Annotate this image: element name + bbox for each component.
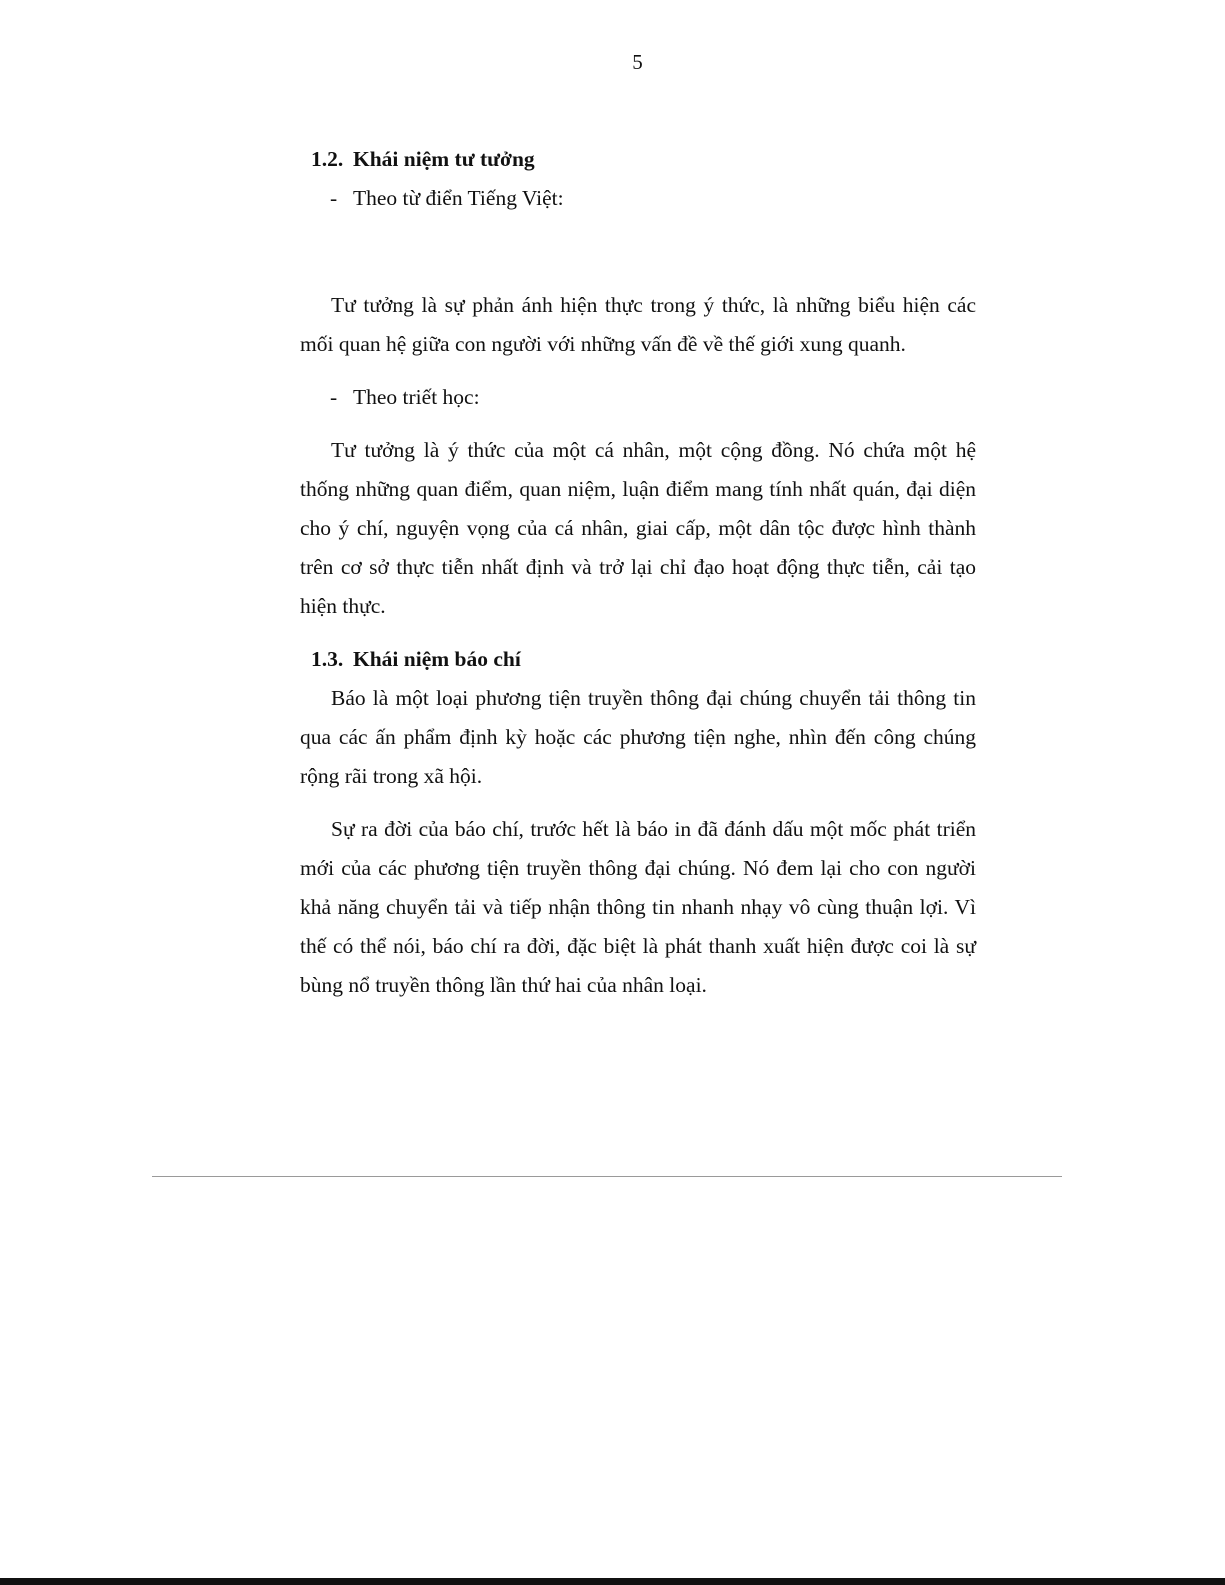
paragraph-philosophy-definition: Tư tưởng là ý thức của một cá nhân, một cộng đồng. Nó chứa một hệ thống những quan điểm, quan niệm, luận điểm mang tính nhất quán, đại diện cho ý chí, nguyện vọng của cá nhân, giai cấp, một dân tộc được hình thành trên cơ sở thực tiễn nhất định và trở lại chỉ đạo hoạt động thực tiễn, cải tạo hiện thực. (300, 438, 976, 618)
section-heading-1-2 (311, 140, 976, 179)
bullet-item-philosophy (330, 378, 976, 417)
bottom-edge-rule (0, 1578, 1225, 1585)
bullet-marker: - (330, 186, 338, 210)
section-heading-1-3 (311, 640, 976, 679)
bullet-text: Theo triết học: (353, 385, 480, 409)
section-title: Khái niệm tư tưởng (353, 147, 535, 171)
section-title: Khái niệm báo chí (353, 647, 521, 671)
bullet-item-dictionary (330, 179, 976, 218)
paragraph-press-history: Sự ra đời của báo chí, trước hết là báo in đã đánh dấu một mốc phát triển mới của các phương tiện truyền thông đại chúng. Nó đem lại cho con người khả năng chuyển tải và tiếp nhận thông tin nhanh nhạy vô cùng thuận lợi. Vì thế có thể nói, báo chí ra đời, đặc biệt là phát thanh xuất hiện được coi là sự bùng nổ truyền thông lần thứ hai của nhân loại. (300, 817, 976, 997)
paragraph-dictionary-definition: Tư tưởng là sự phản ánh hiện thực trong ý thức, là những biểu hiện các mối quan hệ giữa con người với những vấn đề về thế giới xung quanh. (300, 293, 976, 356)
document-body (300, 140, 976, 1005)
page-number: 5 (632, 50, 643, 74)
bullet-text: Theo từ điển Tiếng Việt: (353, 186, 564, 210)
paragraph-press-definition: Báo là một loại phương tiện truyền thông đại chúng chuyển tải thông tin qua các ấn phẩm định kỳ hoặc các phương tiện nghe, nhìn đến công chúng rộng rãi trong xã hội. (300, 686, 976, 788)
page-divider (152, 1176, 1062, 1177)
bullet-marker: - (330, 385, 338, 409)
section-number: 1.3. (311, 647, 344, 671)
section-number: 1.2. (311, 147, 344, 171)
